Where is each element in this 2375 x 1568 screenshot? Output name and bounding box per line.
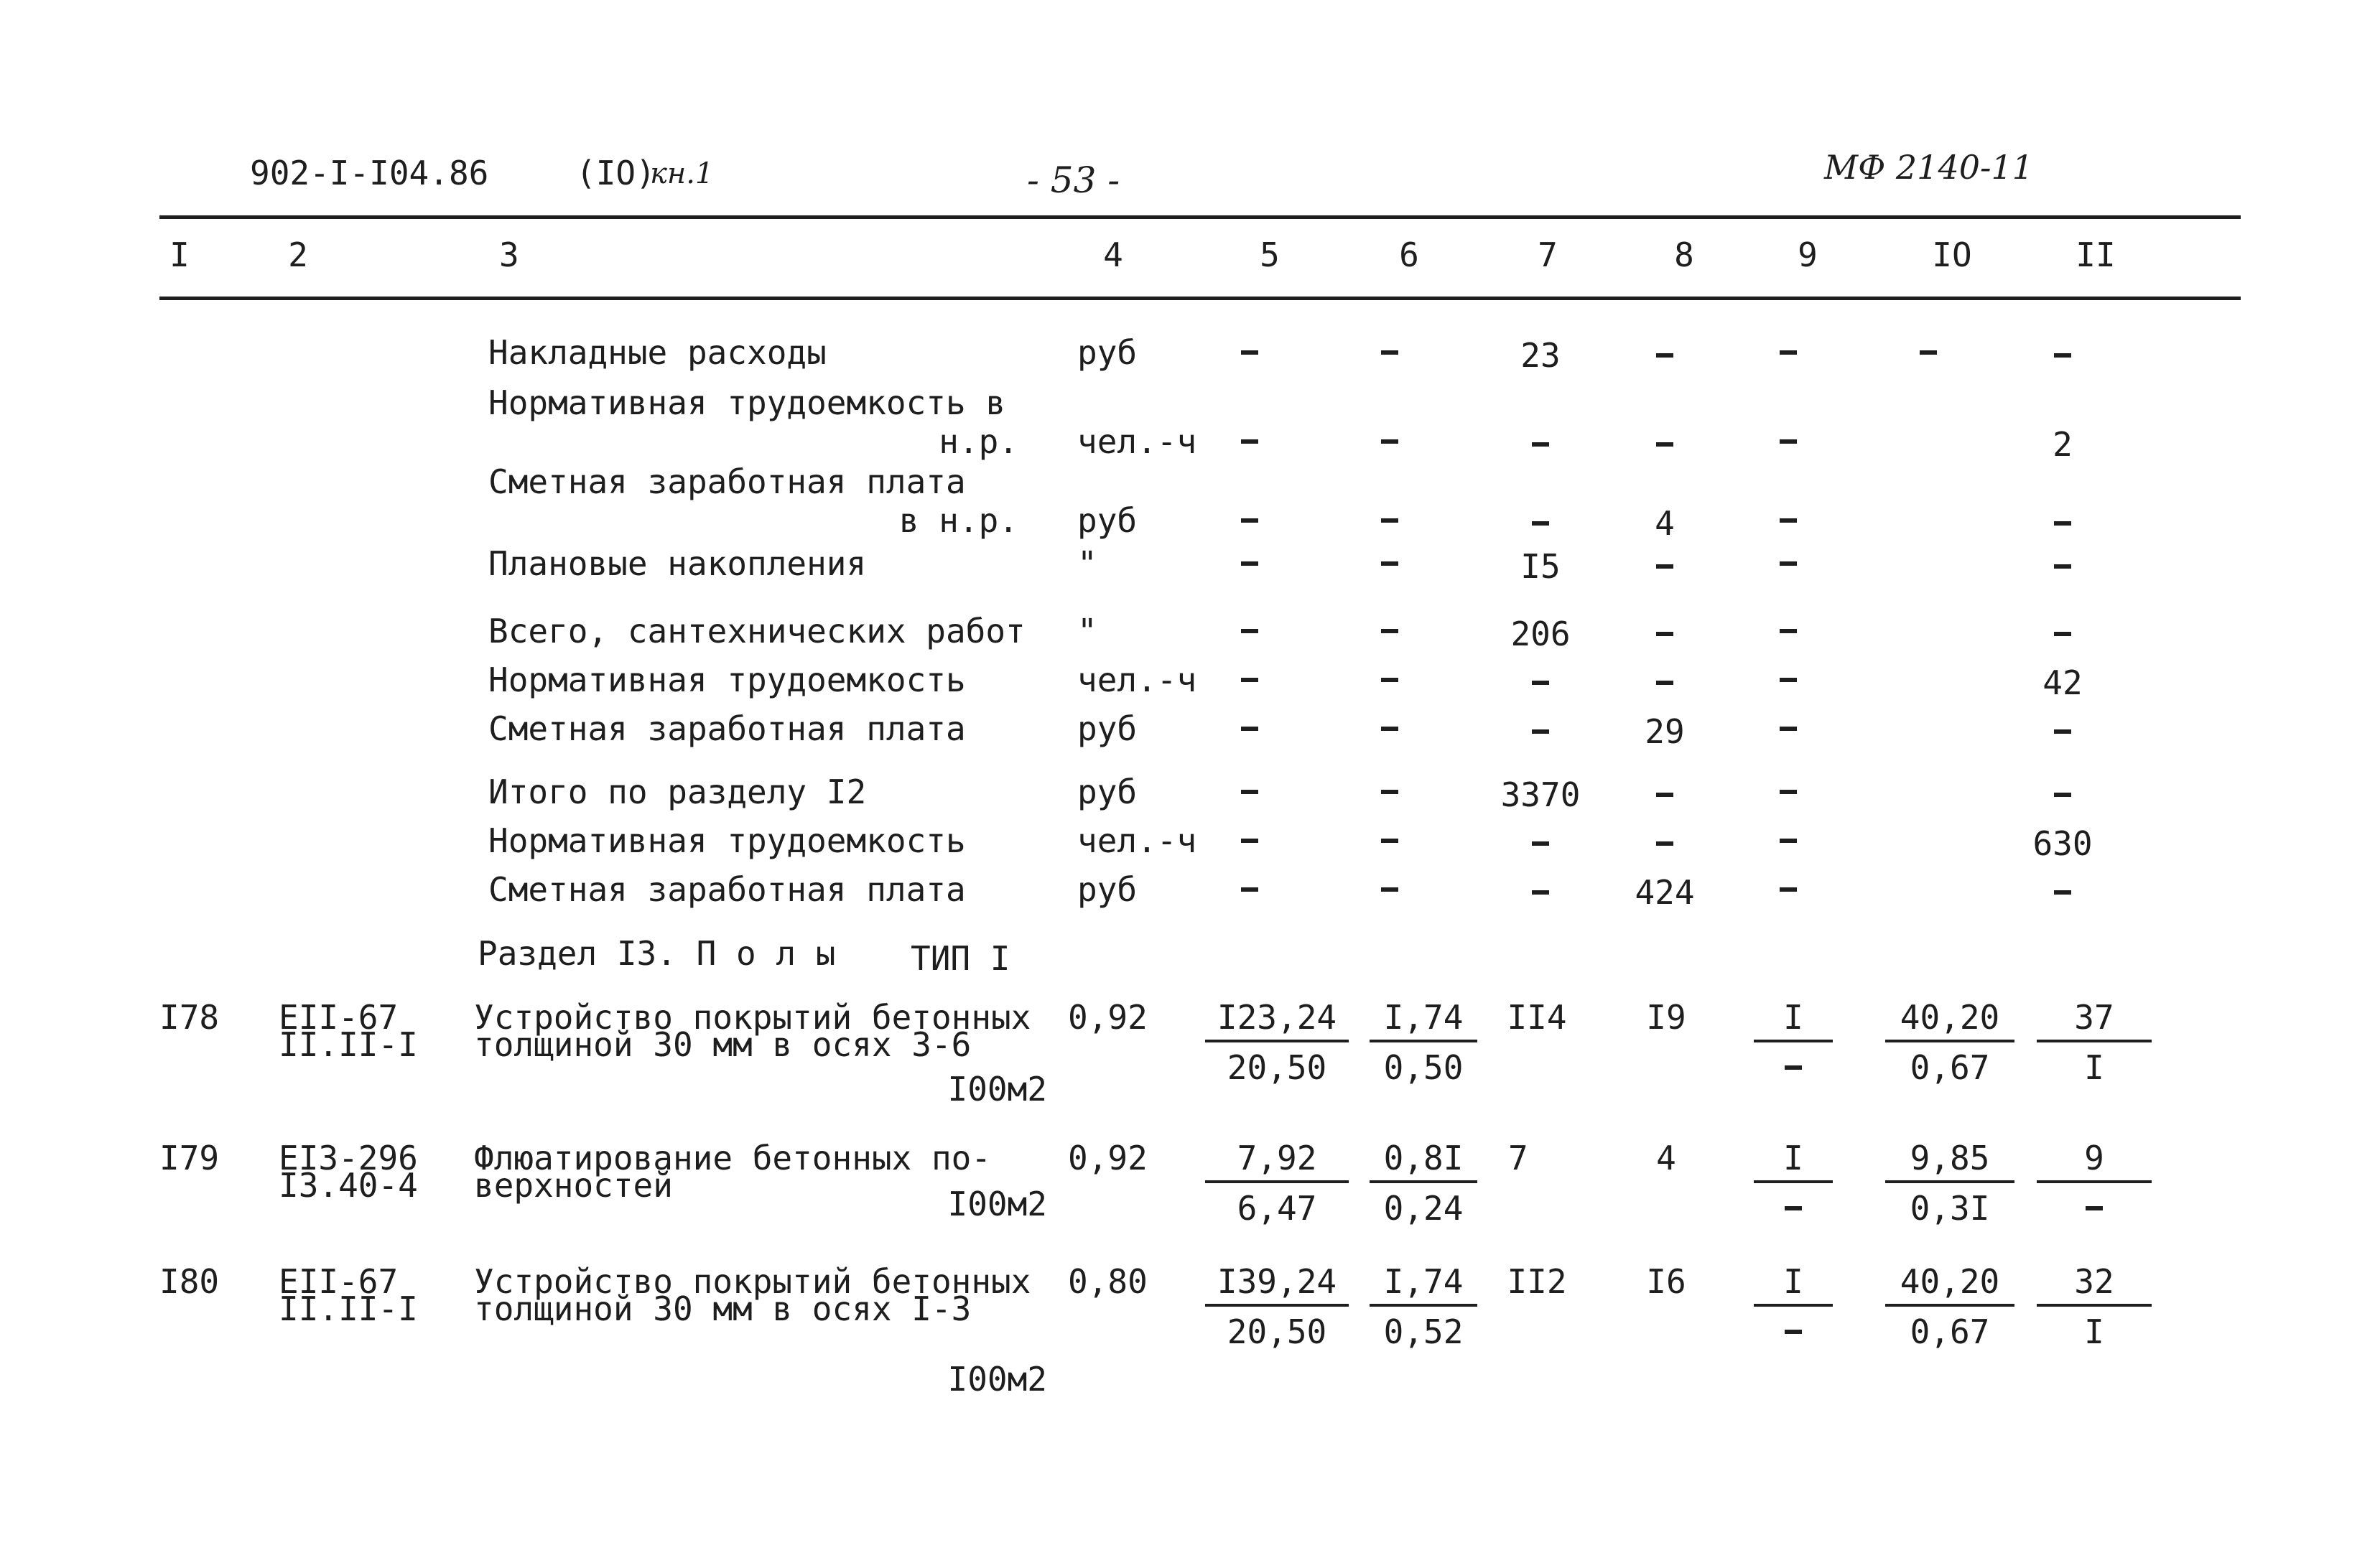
row-name-cont: в н.р. xyxy=(898,501,1018,540)
row-c9-dash xyxy=(1780,887,1797,892)
row-c11: 42 xyxy=(2042,663,2083,702)
column-header: II xyxy=(2076,235,2116,274)
row-c7-dash xyxy=(1532,841,1549,846)
row-name: Нормативная трудоемкость в xyxy=(488,383,1006,422)
item-number: I78 xyxy=(159,998,220,1037)
row-c8-dash xyxy=(1656,793,1673,797)
doc-code: 902-I-I04.86 xyxy=(250,154,489,192)
column-header: 5 xyxy=(1260,235,1280,274)
column-header: IO xyxy=(1932,235,1972,274)
item-c5-bottom: 20,50 xyxy=(1227,1312,1327,1351)
row-unit: руб xyxy=(1077,773,1138,811)
item-c8: I6 xyxy=(1646,1262,1686,1301)
item-c5-top: 7,92 xyxy=(1237,1139,1317,1177)
row-c8-dash xyxy=(1656,442,1673,447)
item-c10-bottom: 0,67 xyxy=(1910,1312,1990,1351)
row-unit: руб xyxy=(1077,501,1138,540)
column-header: 9 xyxy=(1798,235,1818,274)
item-c11-top: 37 xyxy=(2074,998,2114,1037)
item-name-cont: толщиной 30 мм в осях 3-6 xyxy=(474,1025,972,1064)
row-c9-dash xyxy=(1780,439,1797,444)
page-number: - 53 - xyxy=(1027,159,1120,201)
item-c9-rule xyxy=(1754,1040,1833,1042)
row-c8-dash xyxy=(1656,681,1673,685)
row-c11: 630 xyxy=(2032,824,2093,863)
header-bottom-rule xyxy=(159,297,2241,300)
row-c11-dash xyxy=(2054,564,2071,569)
doc-part: (IO) xyxy=(576,154,656,192)
row-c5-dash xyxy=(1241,629,1258,633)
row-c8-dash xyxy=(1656,353,1673,358)
row-unit: " xyxy=(1077,612,1097,650)
item-qty: 0,92 xyxy=(1068,998,1148,1037)
row-c11-dash xyxy=(2054,521,2071,526)
row-c6-dash xyxy=(1381,518,1398,523)
item-code: EI3-296 xyxy=(279,1139,418,1177)
row-c6-dash xyxy=(1381,561,1398,566)
row-c5-dash xyxy=(1241,727,1258,731)
row-c9-dash xyxy=(1780,678,1797,682)
row-c10-dash xyxy=(1920,350,1937,355)
column-header: 3 xyxy=(499,235,519,274)
row-c6-dash xyxy=(1381,629,1398,633)
item-code-cont: I3.40-4 xyxy=(279,1166,418,1205)
item-unit: I00м2 xyxy=(947,1360,1047,1399)
item-c7: 7 xyxy=(1508,1139,1528,1177)
row-c7: 3370 xyxy=(1500,775,1581,814)
item-unit: I00м2 xyxy=(947,1070,1047,1109)
item-c5-rule xyxy=(1205,1040,1349,1042)
item-c9-top: I xyxy=(1783,1139,1803,1177)
item-unit: I00м2 xyxy=(947,1185,1047,1223)
item-c11-bottom-dash xyxy=(2086,1206,2103,1210)
row-c6-dash xyxy=(1381,439,1398,444)
row-c9-dash xyxy=(1780,790,1797,794)
row-c8: 4 xyxy=(1655,504,1675,543)
row-c7: 206 xyxy=(1510,615,1571,653)
row-name: Всего, сантехнических работ xyxy=(488,612,1026,650)
row-c8-dash xyxy=(1656,841,1673,846)
row-c7-dash xyxy=(1532,681,1549,685)
row-c5-dash xyxy=(1241,790,1258,794)
row-c9-dash xyxy=(1780,727,1797,731)
row-c6-dash xyxy=(1381,839,1398,843)
item-c7: II4 xyxy=(1507,998,1567,1037)
row-c6-dash xyxy=(1381,887,1398,892)
item-c10-top: 9,85 xyxy=(1910,1139,1990,1177)
item-number: I80 xyxy=(159,1262,220,1301)
item-c6-bottom: 0,24 xyxy=(1383,1189,1464,1228)
item-c5-rule xyxy=(1205,1180,1349,1183)
row-c6-dash xyxy=(1381,678,1398,682)
column-header: 7 xyxy=(1538,235,1558,274)
row-unit: чел.-ч xyxy=(1077,661,1197,699)
item-code: EII-67 xyxy=(279,1262,399,1301)
item-code-cont: II.II-I xyxy=(279,1289,418,1328)
row-c6-dash xyxy=(1381,350,1398,355)
column-header: I xyxy=(169,235,190,274)
row-unit: чел.-ч xyxy=(1077,422,1197,461)
item-c6-rule xyxy=(1370,1040,1477,1042)
item-c5-top: I23,24 xyxy=(1217,998,1337,1037)
row-unit: руб xyxy=(1077,709,1138,748)
row-c5-dash xyxy=(1241,887,1258,892)
row-name: Накладные расходы xyxy=(488,333,827,372)
item-c11-bottom: I xyxy=(2084,1312,2104,1351)
handwritten-mark: МФ 2140-11 xyxy=(1824,148,2034,187)
row-c8-dash xyxy=(1656,564,1673,569)
item-c10-bottom: 0,3I xyxy=(1910,1189,1990,1228)
item-c6-bottom: 0,52 xyxy=(1383,1312,1464,1351)
item-c10-rule xyxy=(1885,1040,2014,1042)
item-c9-bottom-dash xyxy=(1785,1206,1802,1210)
item-c6-top: 0,8I xyxy=(1383,1139,1464,1177)
row-c7-dash xyxy=(1532,729,1549,734)
item-c5-bottom: 20,50 xyxy=(1227,1048,1327,1087)
row-c8-dash xyxy=(1656,632,1673,636)
item-c8: 4 xyxy=(1656,1139,1676,1177)
row-c6-dash xyxy=(1381,727,1398,731)
item-c6-bottom: 0,50 xyxy=(1383,1048,1464,1087)
column-header: 4 xyxy=(1103,235,1123,274)
row-c9-dash xyxy=(1780,839,1797,843)
item-c11-rule xyxy=(2037,1040,2152,1042)
row-name-cont: н.р. xyxy=(939,422,1018,461)
item-c10-top: 40,20 xyxy=(1900,998,2000,1037)
row-c9-dash xyxy=(1780,561,1797,566)
row-c7: I5 xyxy=(1520,547,1561,586)
row-name: Нормативная трудоемкость xyxy=(488,821,966,860)
section-title: Раздел I3. П о л ы xyxy=(478,934,836,973)
row-name: Сметная заработная плата xyxy=(488,709,966,748)
row-c7-dash xyxy=(1532,890,1549,895)
item-c9-rule xyxy=(1754,1304,1833,1307)
row-c9-dash xyxy=(1780,518,1797,523)
row-c7-dash xyxy=(1532,521,1549,526)
item-name-cont: верхностей xyxy=(474,1166,673,1205)
item-c5-bottom: 6,47 xyxy=(1237,1189,1317,1228)
item-c10-bottom: 0,67 xyxy=(1910,1048,1990,1087)
item-c7: II2 xyxy=(1507,1262,1567,1301)
row-c5-dash xyxy=(1241,518,1258,523)
row-c5-dash xyxy=(1241,561,1258,566)
row-c7-dash xyxy=(1532,442,1549,447)
item-c11-bottom: I xyxy=(2084,1048,2104,1087)
item-c6-top: I,74 xyxy=(1383,998,1464,1037)
item-c11-rule xyxy=(2037,1304,2152,1307)
row-c9-dash xyxy=(1780,350,1797,355)
row-unit: чел.-ч xyxy=(1077,821,1197,860)
item-c5-top: I39,24 xyxy=(1217,1262,1337,1301)
row-c11: 2 xyxy=(2053,425,2073,464)
row-c8: 29 xyxy=(1645,712,1685,751)
item-c8: I9 xyxy=(1646,998,1686,1037)
item-c10-top: 40,20 xyxy=(1900,1262,2000,1301)
item-c9-rule xyxy=(1754,1180,1833,1183)
row-c5-dash xyxy=(1241,678,1258,682)
item-c9-top: I xyxy=(1783,1262,1803,1301)
row-c5-dash xyxy=(1241,350,1258,355)
row-unit: руб xyxy=(1077,870,1138,909)
item-c6-rule xyxy=(1370,1304,1477,1307)
column-header: 2 xyxy=(288,235,308,274)
item-c9-top: I xyxy=(1783,998,1803,1037)
row-name: Сметная заработная плата xyxy=(488,462,966,501)
item-c11-top: 32 xyxy=(2074,1262,2114,1301)
item-name-cont: толщиной 30 мм в осях I-3 xyxy=(474,1289,972,1328)
row-c8: 424 xyxy=(1635,873,1695,912)
item-c6-top: I,74 xyxy=(1383,1262,1464,1301)
item-c10-rule xyxy=(1885,1180,2014,1183)
row-c7: 23 xyxy=(1520,336,1561,375)
row-c11-dash xyxy=(2054,793,2071,797)
row-name: Плановые накопления xyxy=(488,544,867,583)
row-unit: " xyxy=(1077,544,1097,583)
section-type: ТИП I xyxy=(911,939,1010,978)
row-c11-dash xyxy=(2054,353,2071,358)
column-header: 6 xyxy=(1399,235,1419,274)
row-c6-dash xyxy=(1381,790,1398,794)
item-c9-bottom-dash xyxy=(1785,1330,1802,1334)
row-c9-dash xyxy=(1780,629,1797,633)
row-name: Итого по разделу I2 xyxy=(488,773,867,811)
row-c11-dash xyxy=(2054,729,2071,734)
table-top-rule xyxy=(159,215,2241,219)
row-name: Нормативная трудоемкость xyxy=(488,661,966,699)
item-c10-rule xyxy=(1885,1304,2014,1307)
row-c11-dash xyxy=(2054,890,2071,895)
doc-book: кн.1 xyxy=(650,157,714,190)
item-c11-top: 9 xyxy=(2084,1139,2104,1177)
item-c11-rule xyxy=(2037,1180,2152,1183)
item-c5-rule xyxy=(1205,1304,1349,1307)
item-c6-rule xyxy=(1370,1180,1477,1183)
item-code-cont: II.II-I xyxy=(279,1025,418,1064)
item-code: EII-67 xyxy=(279,998,399,1037)
row-name: Сметная заработная плата xyxy=(488,870,966,909)
row-unit: руб xyxy=(1077,333,1138,372)
item-name: Флюатирование бетонных по- xyxy=(474,1139,992,1177)
item-name: Устройство покрытий бетонных xyxy=(474,998,1031,1037)
row-c11-dash xyxy=(2054,632,2071,636)
row-c5-dash xyxy=(1241,439,1258,444)
item-qty: 0,80 xyxy=(1068,1262,1148,1301)
item-name: Устройство покрытий бетонных xyxy=(474,1262,1031,1301)
item-qty: 0,92 xyxy=(1068,1139,1148,1177)
row-c5-dash xyxy=(1241,839,1258,843)
item-number: I79 xyxy=(159,1139,220,1177)
item-c9-bottom-dash xyxy=(1785,1065,1802,1070)
column-header: 8 xyxy=(1674,235,1694,274)
